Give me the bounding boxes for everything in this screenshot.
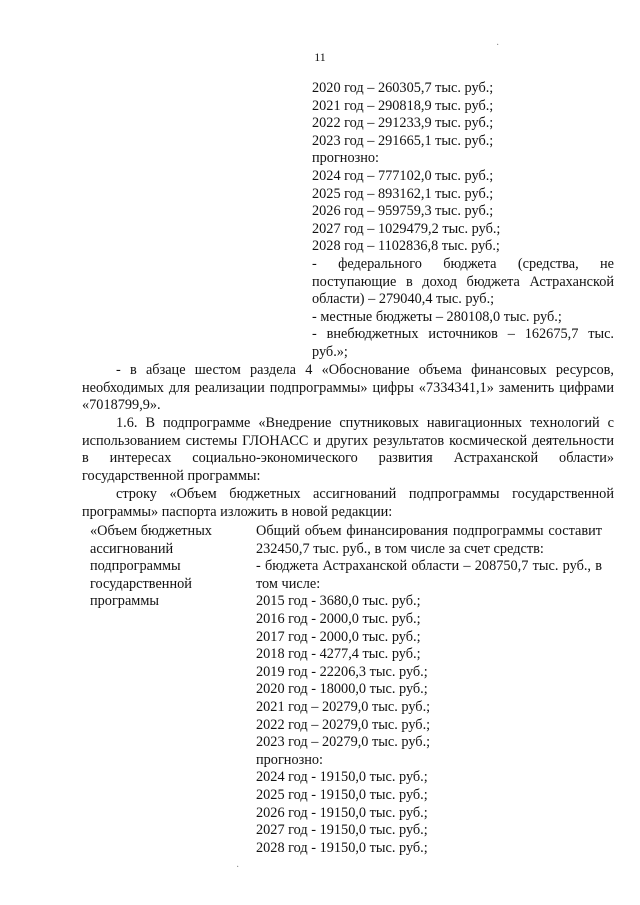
list-item: 2017 год - 2000,0 тыс. руб.; [256,628,421,645]
list-item-federal: - федерального бюджета (средства, не поступающие в доход бюджета Астраханской области) – 279040,4 тыс. руб.; [312,255,614,308]
paragraph-section4-change: - в абзаце шестом раздела 4 «Обоснование объема финансовых ресурсов, необходимых для реализации подпрограммы» цифры «7334341,1» заменить цифрами «7018799,9». [82,362,614,414]
total-funding-text: Общий объем финансирования подпрограммы составит 232450,7 тыс. руб., в том числе за счет средств: [256,523,602,557]
page-number: 11 [314,50,326,64]
list-item: 2022 год – 20279,0 тыс. руб.; [256,716,431,733]
list-item: 2026 год – 959759,3 тыс. руб.; [312,203,494,220]
list-item-extrabudget: - внебюджетных источников – 162675,7 тыс. руб.»; [312,326,614,360]
table-cell-row-content [256,523,602,857]
list-item: 2020 год – 260305,7 тыс. руб.; [312,80,494,96]
list-item: 2027 год – 1029479,2 тыс. руб.; [312,220,501,237]
table-cell-row-title: «Объем бюджетных ассигнований подпрограммы государственной программы [90,523,212,610]
list-item: 2019 год - 22206,3 тыс. руб.; [256,663,428,680]
list-item: 2021 год – 20279,0 тыс. руб.; [256,698,431,715]
list-item: 2025 год – 893162,1 тыс. руб.; [312,185,494,202]
list-item: 2025 год - 19150,0 тыс. руб.; [256,786,428,803]
list-item: 2016 год - 2000,0 тыс. руб.; [256,610,421,627]
list-item: 2028 год – 1102836,8 тыс. руб.; [312,238,500,255]
list-item: прогнозно: [312,150,380,167]
scan-speck: · [236,862,240,873]
list-item: 2026 год - 19150,0 тыс. руб.; [256,804,428,821]
scan-speck: · [496,40,500,51]
list-item: 2024 год - 19150,0 тыс. руб.; [256,769,428,786]
paragraph-passport-row: строку «Объем бюджетных ассигнований подпрограммы государственной программы» паспорта изложить в новой редакции: [82,486,614,520]
list-item: 2027 год - 19150,0 тыс. руб.; [256,822,428,839]
paragraph-1-6: 1.6. В подпрограмме «Внедрение спутниковых навигационных технологий с использованием системы ГЛОНАСС и других результатов космической деятельности в интересах социально-экономического развития Астраханской области» государственной программы: [82,415,614,485]
list-item: 2028 год - 19150,0 тыс. руб.; [256,839,428,856]
regional-budget-text: - бюджета Астраханской области – 208750,7 тыс. руб., в том числе: [256,558,602,592]
list-item: 2024 год – 777102,0 тыс. руб.; [312,167,494,184]
list-item: 2021 год – 290818,9 тыс. руб.; [312,97,494,114]
list-item: 2020 год - 18000,0 тыс. руб.; [256,681,428,698]
list-item-local: - местные бюджеты – 280108,0 тыс. руб.; [312,308,562,325]
list-item: 2018 год - 4277,4 тыс. руб.; [256,646,421,663]
list-item: 2023 год – 20279,0 тыс. руб.; [256,734,431,751]
list-item: 2015 год - 3680,0 тыс. руб.; [256,593,421,610]
upper-funding-list [312,80,614,362]
list-item: прогнозно: [256,751,324,768]
list-item: 2023 год – 291665,1 тыс. руб.; [312,132,494,149]
list-item: 2022 год – 291233,9 тыс. руб.; [312,115,494,132]
